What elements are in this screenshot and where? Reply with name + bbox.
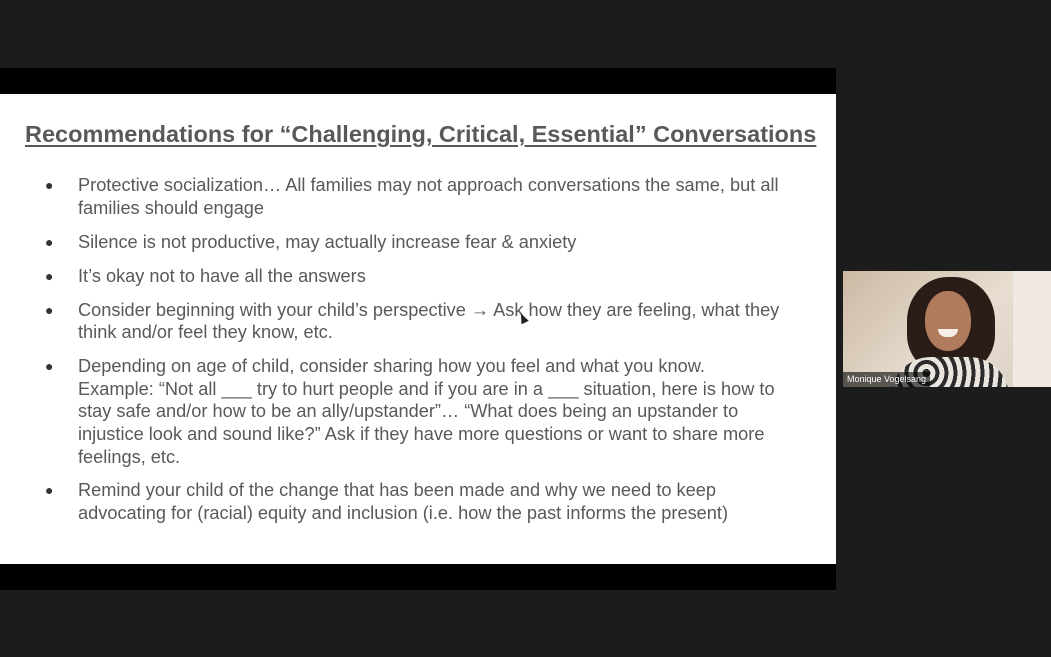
bullet-dot-icon: ●	[45, 177, 54, 193]
bullet-item	[44, 299, 784, 344]
bullet-text: Depending on age of child, consider sharing how you feel and what you know. Example: “Not all ___ try to hurt people and if you are in a ___ situation, here is how to stay safe and/or how to be an ally/upstander”… “What does being an upstander to injustice look and sound like?” Ask if they have more questions or want to share more feelings, etc.	[78, 356, 775, 467]
bullet-text: Remind your child of the change that has been made and why we need to keep advocating for (racial) equity and inclusion (i.e. how the past informs the present)	[78, 480, 729, 524]
bullet-text: It’s okay not to have all the answers	[78, 265, 366, 286]
presentation-slide	[0, 94, 836, 564]
bullet-text: Consider beginning with your child’s perspective → Ask how they are feeling, what they think and/or feel they know, etc.	[78, 299, 780, 343]
bullet-item	[44, 265, 784, 288]
bullet-list	[44, 174, 784, 536]
bullet-item	[44, 231, 784, 254]
bullet-item	[44, 479, 784, 524]
participant-video-tile[interactable]	[843, 271, 1051, 387]
bullet-item	[44, 174, 784, 219]
bullet-dot-icon: ●	[45, 301, 54, 318]
screen-share-area	[0, 68, 836, 590]
bullet-item	[44, 355, 784, 468]
video-background	[1013, 271, 1051, 387]
bullet-dot-icon: ●	[45, 233, 54, 250]
bullet-text: Protective socialization… All families may not approach conversations the same, but all families should engage	[78, 175, 779, 218]
bullet-text: Silence is not productive, may actually increase fear & anxiety	[78, 231, 577, 252]
bullet-dot-icon: ●	[45, 267, 54, 284]
slide-title: Recommendations for “Challenging, Critical, Essential” Conversations	[25, 121, 817, 147]
bullet-dot-icon: ●	[45, 358, 54, 375]
participant-face	[925, 291, 971, 351]
bullet-dot-icon: ●	[45, 482, 54, 499]
participant-name-label: Monique Vogelsang	[843, 372, 930, 387]
